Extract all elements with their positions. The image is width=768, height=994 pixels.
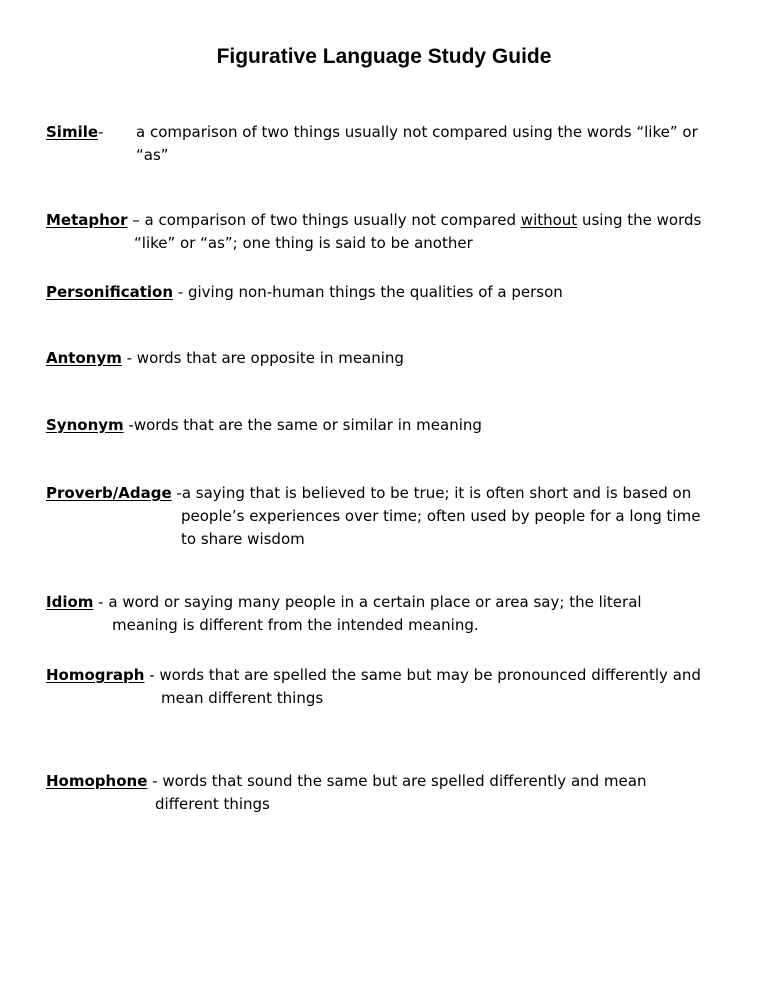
definition-line: people’s experiences over time; often used by people for a long time	[181, 507, 701, 525]
definition-text: - giving non-human things the qualities of a person	[173, 283, 563, 301]
definition-text: -words that are the same or similar in meaning	[123, 416, 482, 434]
entry-metaphor	[46, 209, 726, 255]
definition-text: - words that are spelled the same but may be pronounced differently and	[144, 666, 701, 684]
entry-antonym	[46, 347, 726, 370]
definition-line: to share wisdom	[181, 530, 305, 548]
definition-line: meaning is different from the intended meaning.	[112, 616, 479, 634]
definition-line: “like” or “as”; one thing is said to be another	[134, 234, 473, 252]
definition-line: a comparison of two things usually not compared using the words “like” or	[136, 123, 698, 141]
entry-homophone	[46, 770, 726, 816]
term-idiom: Idiom	[46, 593, 94, 611]
term-antonym: Antonym	[46, 349, 122, 367]
definition-text: using the words	[577, 211, 702, 229]
definition-line: different things	[155, 795, 270, 813]
term-homograph: Homograph	[46, 666, 145, 684]
entry-personification	[46, 281, 726, 304]
emphasis-without: without	[520, 211, 578, 229]
term-metaphor: Metaphor	[46, 211, 128, 229]
definition-text: -a saying that is believed to be true; it is often short and is based on	[171, 484, 692, 502]
entry-simile-definition	[136, 121, 698, 167]
term-homophone: Homophone	[46, 772, 148, 790]
definition-line: mean different things	[161, 689, 324, 707]
term-synonym: Synonym	[46, 416, 124, 434]
page-title: Figurative Language Study Guide	[216, 45, 552, 68]
entry-proverb-adage	[46, 482, 726, 551]
entry-synonym	[46, 414, 726, 437]
definition-line: “as”	[136, 146, 169, 164]
term-simile-separator: -	[98, 123, 104, 141]
definition-text: - words that are opposite in meaning	[121, 349, 404, 367]
entry-idiom	[46, 591, 726, 637]
definition-line	[46, 211, 701, 229]
definition-text: - a word or saying many people in a certain place or area say; the literal	[93, 593, 642, 611]
term-personification: Personification	[46, 283, 174, 301]
definition-text: – a comparison of two things usually not compared	[127, 211, 521, 229]
term-proverb-adage: Proverb/Adage	[46, 484, 172, 502]
entry-simile-term	[46, 121, 103, 144]
entry-homograph	[46, 664, 726, 710]
term-simile: Simile	[46, 123, 99, 141]
definition-text: - words that sound the same but are spelled differently and mean	[147, 772, 647, 790]
